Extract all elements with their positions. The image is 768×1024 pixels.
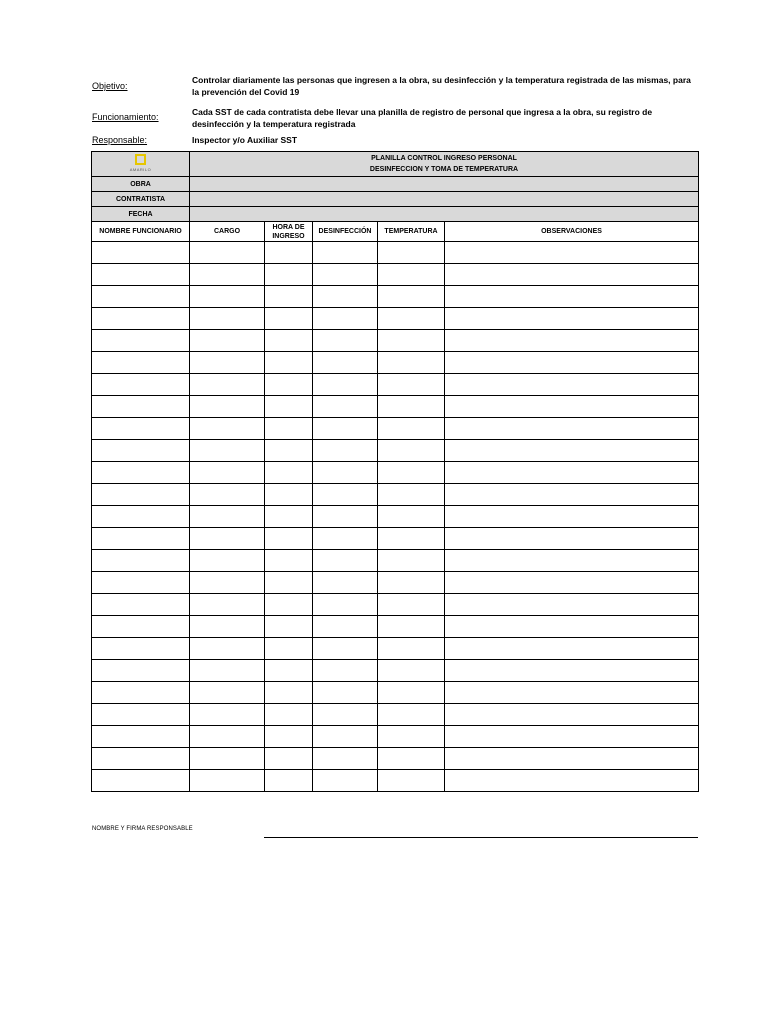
entry-cell[interactable]: [378, 352, 445, 374]
entry-cell[interactable]: [313, 660, 378, 682]
entry-cell[interactable]: [378, 550, 445, 572]
table-row: [92, 264, 699, 286]
column-header-cargo: CARGO: [190, 222, 265, 242]
entry-cell[interactable]: [378, 704, 445, 726]
table-row: [92, 682, 699, 704]
entry-cell[interactable]: [445, 242, 699, 264]
entry-cell[interactable]: [92, 462, 190, 484]
entry-cell[interactable]: [265, 242, 313, 264]
entry-cell[interactable]: [92, 726, 190, 748]
info-label-contratista: CONTRATISTA: [92, 192, 190, 207]
table-row: [92, 748, 699, 770]
entry-cell[interactable]: [313, 770, 378, 792]
entry-cell[interactable]: [313, 352, 378, 374]
entry-cell[interactable]: [445, 770, 699, 792]
table-row: [92, 308, 699, 330]
table-row: [92, 352, 699, 374]
entry-cell[interactable]: [190, 330, 265, 352]
entry-cell[interactable]: [378, 308, 445, 330]
entry-cell[interactable]: [313, 572, 378, 594]
entry-cell[interactable]: [445, 484, 699, 506]
entry-cell[interactable]: [92, 506, 190, 528]
entry-cell[interactable]: [265, 374, 313, 396]
entry-cell[interactable]: [265, 638, 313, 660]
column-header-observaciones: OBSERVACIONES: [445, 222, 699, 242]
entry-cell[interactable]: [265, 440, 313, 462]
entry-cell[interactable]: [378, 682, 445, 704]
entry-cell[interactable]: [190, 528, 265, 550]
entry-cell[interactable]: [190, 308, 265, 330]
entry-cell[interactable]: [445, 418, 699, 440]
table-row: [92, 396, 699, 418]
entry-cell[interactable]: [265, 726, 313, 748]
entry-cell[interactable]: [265, 572, 313, 594]
column-header-hora: HORA DE INGRESO: [265, 222, 313, 242]
entry-cell[interactable]: [265, 352, 313, 374]
entry-cell[interactable]: [313, 704, 378, 726]
entry-cell[interactable]: [92, 748, 190, 770]
fecha-field[interactable]: [190, 207, 699, 222]
entry-cell[interactable]: [445, 528, 699, 550]
entry-cell[interactable]: [378, 264, 445, 286]
table-row: [92, 418, 699, 440]
entry-cell[interactable]: [92, 242, 190, 264]
entry-cell[interactable]: [265, 264, 313, 286]
column-header-desinfeccion: DESINFECCIÓN: [313, 222, 378, 242]
control-form-table: [91, 151, 699, 792]
entry-cell[interactable]: [378, 462, 445, 484]
entry-cell[interactable]: [265, 682, 313, 704]
table-row: [92, 440, 699, 462]
signature-line[interactable]: [264, 837, 698, 838]
entry-cell[interactable]: [313, 594, 378, 616]
table-row: [92, 594, 699, 616]
entry-cell[interactable]: [313, 748, 378, 770]
entry-cell[interactable]: [92, 638, 190, 660]
logo-cell: [92, 152, 190, 177]
signature-label: NOMBRE Y FIRMA RESPONSABLE: [92, 826, 193, 832]
entry-cell[interactable]: [445, 726, 699, 748]
entry-cell[interactable]: [92, 660, 190, 682]
entry-cell[interactable]: [313, 308, 378, 330]
entry-cell[interactable]: [92, 286, 190, 308]
entry-cell[interactable]: [92, 572, 190, 594]
entry-cell[interactable]: [445, 748, 699, 770]
entry-cell[interactable]: [445, 594, 699, 616]
entry-cell[interactable]: [190, 594, 265, 616]
entry-cell[interactable]: [378, 330, 445, 352]
entry-cell[interactable]: [445, 286, 699, 308]
entry-cell[interactable]: [313, 506, 378, 528]
table-row: [92, 550, 699, 572]
entry-cell[interactable]: [313, 484, 378, 506]
entry-cell[interactable]: [313, 264, 378, 286]
entry-cell[interactable]: [190, 484, 265, 506]
info-label-obra: OBRA: [92, 177, 190, 192]
logo-text: AMARILO: [129, 167, 152, 172]
entry-cell[interactable]: [265, 330, 313, 352]
entry-cell[interactable]: [190, 682, 265, 704]
table-row: [92, 660, 699, 682]
entry-cell[interactable]: [378, 484, 445, 506]
column-header-temperatura: TEMPERATURA: [378, 222, 445, 242]
entry-cell[interactable]: [313, 462, 378, 484]
entry-cell[interactable]: [378, 726, 445, 748]
entry-cell[interactable]: [190, 638, 265, 660]
entry-cell[interactable]: [190, 726, 265, 748]
entry-cell[interactable]: [313, 374, 378, 396]
entry-cell[interactable]: [378, 396, 445, 418]
entry-cell[interactable]: [190, 440, 265, 462]
entry-cell[interactable]: [190, 572, 265, 594]
table-row: [92, 572, 699, 594]
entry-cell[interactable]: [378, 374, 445, 396]
entry-cell[interactable]: [313, 726, 378, 748]
table-row: [92, 704, 699, 726]
entry-cell[interactable]: [378, 638, 445, 660]
entry-cell[interactable]: [313, 616, 378, 638]
entry-cell[interactable]: [92, 704, 190, 726]
entry-cell[interactable]: [378, 616, 445, 638]
entry-cell[interactable]: [265, 418, 313, 440]
form-title-line-2: DESINFECCION Y TOMA DE TEMPERATURA: [369, 166, 519, 173]
entry-cell[interactable]: [190, 616, 265, 638]
column-header-nombre: NOMBRE FUNCIONARIO: [92, 222, 190, 242]
entry-cell[interactable]: [265, 594, 313, 616]
entry-cell[interactable]: [265, 704, 313, 726]
entry-cell[interactable]: [190, 748, 265, 770]
entry-cell[interactable]: [445, 638, 699, 660]
entry-cell[interactable]: [265, 286, 313, 308]
entry-cell[interactable]: [445, 704, 699, 726]
entry-cell[interactable]: [445, 374, 699, 396]
obra-field[interactable]: [190, 177, 699, 192]
entry-cell[interactable]: [378, 440, 445, 462]
entry-cell[interactable]: [92, 484, 190, 506]
entry-cell[interactable]: [313, 396, 378, 418]
entry-cell[interactable]: [190, 374, 265, 396]
table-row: [92, 374, 699, 396]
entry-cell[interactable]: [378, 242, 445, 264]
entry-cell[interactable]: [445, 572, 699, 594]
responsable-text: Inspector y/o Auxiliar SST: [192, 135, 298, 145]
entry-cell[interactable]: [378, 660, 445, 682]
table-row: [92, 726, 699, 748]
amarilo-logo: [127, 153, 155, 175]
entry-cell[interactable]: [190, 396, 265, 418]
entry-cell[interactable]: [92, 528, 190, 550]
entry-cell[interactable]: [92, 770, 190, 792]
objetivo-label: Objetivo:: [92, 81, 128, 91]
entry-cell[interactable]: [313, 440, 378, 462]
responsable-label: Responsable:: [92, 135, 148, 145]
entry-cell[interactable]: [190, 660, 265, 682]
entry-cell[interactable]: [92, 308, 190, 330]
objetivo-text: Controlar diariamente las personas que ingresen a la obra, su desinfección y la temperatura registrada de las mismas, para la prevención del Covid 19: [192, 75, 691, 97]
entry-cell[interactable]: [190, 286, 265, 308]
contratista-field[interactable]: [190, 192, 699, 207]
entry-cell[interactable]: [445, 462, 699, 484]
entry-cell[interactable]: [92, 352, 190, 374]
entry-cell[interactable]: [313, 528, 378, 550]
entry-cell[interactable]: [378, 594, 445, 616]
entry-cell[interactable]: [265, 660, 313, 682]
table-row: [92, 330, 699, 352]
entry-cell[interactable]: [378, 528, 445, 550]
entry-cell[interactable]: [92, 682, 190, 704]
table-row: [92, 462, 699, 484]
logo-square-icon: [135, 154, 146, 165]
entry-cell[interactable]: [190, 704, 265, 726]
info-label-fecha: FECHA: [92, 207, 190, 222]
entry-cell[interactable]: [92, 594, 190, 616]
table-row: [92, 242, 699, 264]
form-title: [190, 152, 699, 177]
entry-cell[interactable]: [445, 396, 699, 418]
entry-cell[interactable]: [378, 572, 445, 594]
entry-cell[interactable]: [92, 418, 190, 440]
entry-cell[interactable]: [445, 308, 699, 330]
entry-cell[interactable]: [265, 748, 313, 770]
entry-cell[interactable]: [445, 440, 699, 462]
entry-cell[interactable]: [190, 418, 265, 440]
funcionamiento-label: Funcionamiento:: [92, 112, 159, 122]
entry-cell[interactable]: [92, 550, 190, 572]
entry-cell[interactable]: [378, 506, 445, 528]
entry-cell[interactable]: [378, 286, 445, 308]
entry-cell[interactable]: [313, 242, 378, 264]
entry-cell[interactable]: [92, 374, 190, 396]
entry-cell[interactable]: [378, 748, 445, 770]
entry-cell[interactable]: [445, 550, 699, 572]
entry-cell[interactable]: [190, 264, 265, 286]
entry-cell[interactable]: [445, 506, 699, 528]
entry-cell[interactable]: [265, 462, 313, 484]
entry-cell[interactable]: [378, 418, 445, 440]
entry-cell[interactable]: [190, 462, 265, 484]
table-row: [92, 638, 699, 660]
entry-cell[interactable]: [190, 352, 265, 374]
entry-cell[interactable]: [190, 550, 265, 572]
entry-cell[interactable]: [190, 242, 265, 264]
entry-cell[interactable]: [92, 264, 190, 286]
table-row: [92, 528, 699, 550]
entry-cell[interactable]: [265, 550, 313, 572]
entry-cell[interactable]: [265, 308, 313, 330]
entry-cell[interactable]: [265, 484, 313, 506]
entry-cell[interactable]: [313, 550, 378, 572]
entry-cell[interactable]: [92, 396, 190, 418]
entry-cell[interactable]: [92, 616, 190, 638]
entry-cell[interactable]: [313, 682, 378, 704]
entry-cell[interactable]: [445, 660, 699, 682]
entry-cell[interactable]: [313, 638, 378, 660]
entry-cell[interactable]: [265, 396, 313, 418]
entry-cell[interactable]: [265, 528, 313, 550]
entry-cell[interactable]: [265, 770, 313, 792]
table-row: [92, 616, 699, 638]
table-row: [92, 506, 699, 528]
entry-cell[interactable]: [92, 330, 190, 352]
entry-cell[interactable]: [445, 616, 699, 638]
entry-cell[interactable]: [445, 352, 699, 374]
entry-cell[interactable]: [313, 286, 378, 308]
entry-cell[interactable]: [313, 418, 378, 440]
entry-cell[interactable]: [445, 330, 699, 352]
entry-cell[interactable]: [313, 330, 378, 352]
entry-cell[interactable]: [92, 440, 190, 462]
table-row: [92, 484, 699, 506]
table-row: [92, 770, 699, 792]
entry-cell[interactable]: [190, 770, 265, 792]
entry-cell[interactable]: [378, 770, 445, 792]
entry-cell[interactable]: [265, 616, 313, 638]
funcionamiento-text: Cada SST de cada contratista debe llevar una planilla de registro de personal que ingresa a la obra, su registro de desinfección y la temperatura registrada: [192, 107, 653, 129]
table-row: [92, 286, 699, 308]
form-title-line-1: PLANILLA CONTROL INGRESO PERSONAL: [371, 155, 517, 162]
entry-cell[interactable]: [265, 506, 313, 528]
entry-cell[interactable]: [445, 682, 699, 704]
entry-cell[interactable]: [190, 506, 265, 528]
entry-cell[interactable]: [445, 264, 699, 286]
